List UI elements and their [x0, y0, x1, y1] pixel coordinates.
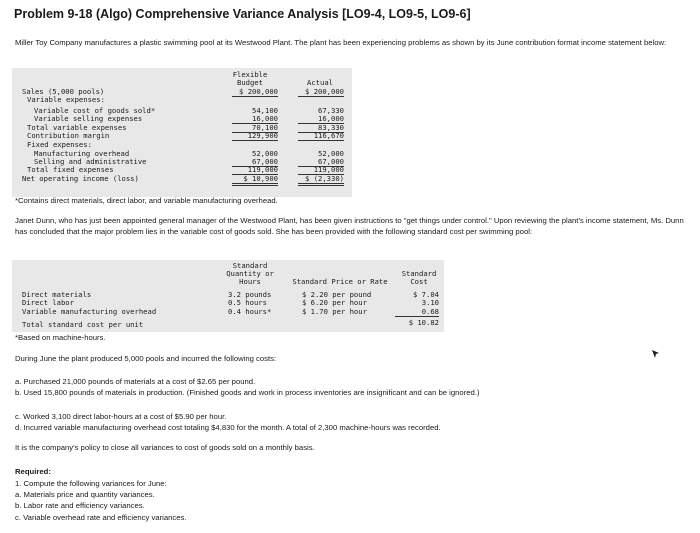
- standard-cost-row-label: Direct labor: [22, 298, 74, 307]
- total-standard-cost-value: $ 10.82: [408, 318, 439, 327]
- mouse-cursor-icon: [651, 349, 660, 359]
- cost-item: c. Worked 3,100 direct labor-hours at a cost of $5.90 per hour.: [15, 412, 227, 421]
- income-row-flexible: 52,000: [252, 149, 278, 158]
- required-item: c. Variable overhead rate and efficiency variances.: [15, 513, 187, 522]
- income-row-actual: 83,330: [298, 124, 344, 133]
- income-row-flexible: 67,000: [232, 158, 278, 167]
- h-cost-1: Standard: [401, 269, 437, 278]
- col-header-flexible: Flexible: [232, 70, 268, 79]
- problem-title: Problem 9-18 (Algo) Comprehensive Variance Analysis [LO9-4, LO9-5, LO9-6]: [14, 7, 471, 21]
- standard-cost-row-price: $ 1.70 per hour: [302, 307, 367, 316]
- income-row-actual: 67,330: [318, 106, 344, 115]
- total-standard-cost-label: Total standard cost per unit: [22, 320, 144, 329]
- policy-text: It is the company's policy to close all variances to cost of goods sold on a monthly basis.: [15, 443, 315, 452]
- standard-cost-row-qty: 0.5 hours: [228, 298, 267, 307]
- h-price: Standard Price or Rate: [292, 277, 388, 286]
- income-row-label: Manufacturing overhead: [34, 149, 130, 158]
- income-row-label: Fixed expenses:: [27, 140, 92, 149]
- during-june-text: During June the plant produced 5,000 pools and incurred the following costs:: [15, 354, 277, 363]
- income-statement-footnote: *Contains direct materials, direct labor, and variable manufacturing overhead.: [15, 196, 278, 205]
- h-cost-2: Cost: [410, 277, 428, 286]
- income-row-flexible: 70,100: [232, 124, 278, 133]
- income-row-label: Total fixed expenses: [27, 165, 114, 174]
- standard-cost-row-price: $ 2.20 per pound: [302, 290, 372, 299]
- income-row-flexible: $ 200,000: [232, 88, 278, 97]
- col-header-budget: Budget: [237, 78, 263, 87]
- income-row-label: Selling and administrative: [34, 157, 147, 166]
- standard-cost-row-qty: 3.2 pounds: [228, 290, 272, 299]
- income-row-actual: 67,000: [298, 158, 344, 167]
- standard-cost-row-qty: 0.4 hours*: [228, 307, 272, 316]
- income-row-actual: 119,000: [298, 166, 344, 175]
- income-row-actual: 52,000: [318, 149, 344, 158]
- paragraph-dunn: Janet Dunn, who has just been appointed general manager of the Westwood Plant, has been given instructions to "get things under control." Upon reviewing the plant's income statement, Ms. Dunn has concluded that the major problem lies in the variable cost of goods sold. She has been provided with the following standard cost per swimming pool:: [15, 216, 684, 236]
- income-row-actual: $ 200,000: [298, 88, 344, 97]
- income-row-flexible: 16,000: [232, 115, 278, 124]
- standard-cost-row-price: $ 6.20 per hour: [302, 298, 367, 307]
- h-qty-1: Standard: [232, 261, 268, 270]
- h-qty-3: Hours: [239, 277, 261, 286]
- required-item: 1. Compute the following variances for June:: [15, 479, 167, 488]
- income-row-label: Total variable expenses: [27, 123, 127, 132]
- income-row-flexible: 119,000: [232, 166, 278, 175]
- income-row-label: Variable selling expenses: [34, 114, 143, 123]
- standard-cost-row-cost: 0.68: [395, 308, 439, 317]
- standard-cost-row-cost: $ 7.04: [413, 290, 439, 299]
- standard-cost-footnote: *Based on machine-hours.: [15, 333, 106, 342]
- required-item: a. Materials price and quantity variances.: [15, 490, 155, 499]
- income-row-actual: 116,670: [298, 132, 344, 141]
- income-row-flexible: $ 10,900: [232, 175, 278, 186]
- income-row-actual: $ (2,330): [298, 175, 344, 186]
- income-row-label: Net operating income (loss): [22, 174, 139, 183]
- standard-cost-row-label: Variable manufacturing overhead: [22, 307, 157, 316]
- standard-cost-row-label: Direct materials: [22, 290, 92, 299]
- income-row-flexible: 129,900: [232, 132, 278, 141]
- cost-item: b. Used 15,800 pounds of materials in production. (Finished goods and work in process inventories are insignificant and can be ignored.): [15, 388, 480, 397]
- income-row-label: Sales (5,000 pools): [22, 87, 105, 96]
- required-item: b. Labor rate and efficiency variances.: [15, 501, 145, 510]
- income-row-flexible: 54,100: [252, 106, 278, 115]
- cost-item: d. Incurred variable manufacturing overhead cost totaling $4,830 for the month. A total of 2,300 machine-hours was recorded.: [15, 423, 441, 432]
- required-label: Required:: [15, 467, 51, 476]
- income-row-label: Variable expenses:: [27, 95, 105, 104]
- standard-cost-row-cost: 3.10: [421, 298, 439, 307]
- income-row-label: Variable cost of goods sold*: [34, 106, 156, 115]
- income-row-actual: 16,000: [298, 115, 344, 124]
- income-row-label: Contribution margin: [27, 131, 110, 140]
- intro-paragraph: Miller Toy Company manufactures a plastic swimming pool at its Westwood Plant. The plant has been experiencing problems as shown by its June contribution format income statement below:: [15, 38, 667, 47]
- col-header-actual: Actual: [307, 78, 333, 87]
- h-qty-2: Quantity or: [226, 269, 274, 278]
- cost-item: a. Purchased 21,000 pounds of materials at a cost of $2.65 per pound.: [15, 377, 256, 386]
